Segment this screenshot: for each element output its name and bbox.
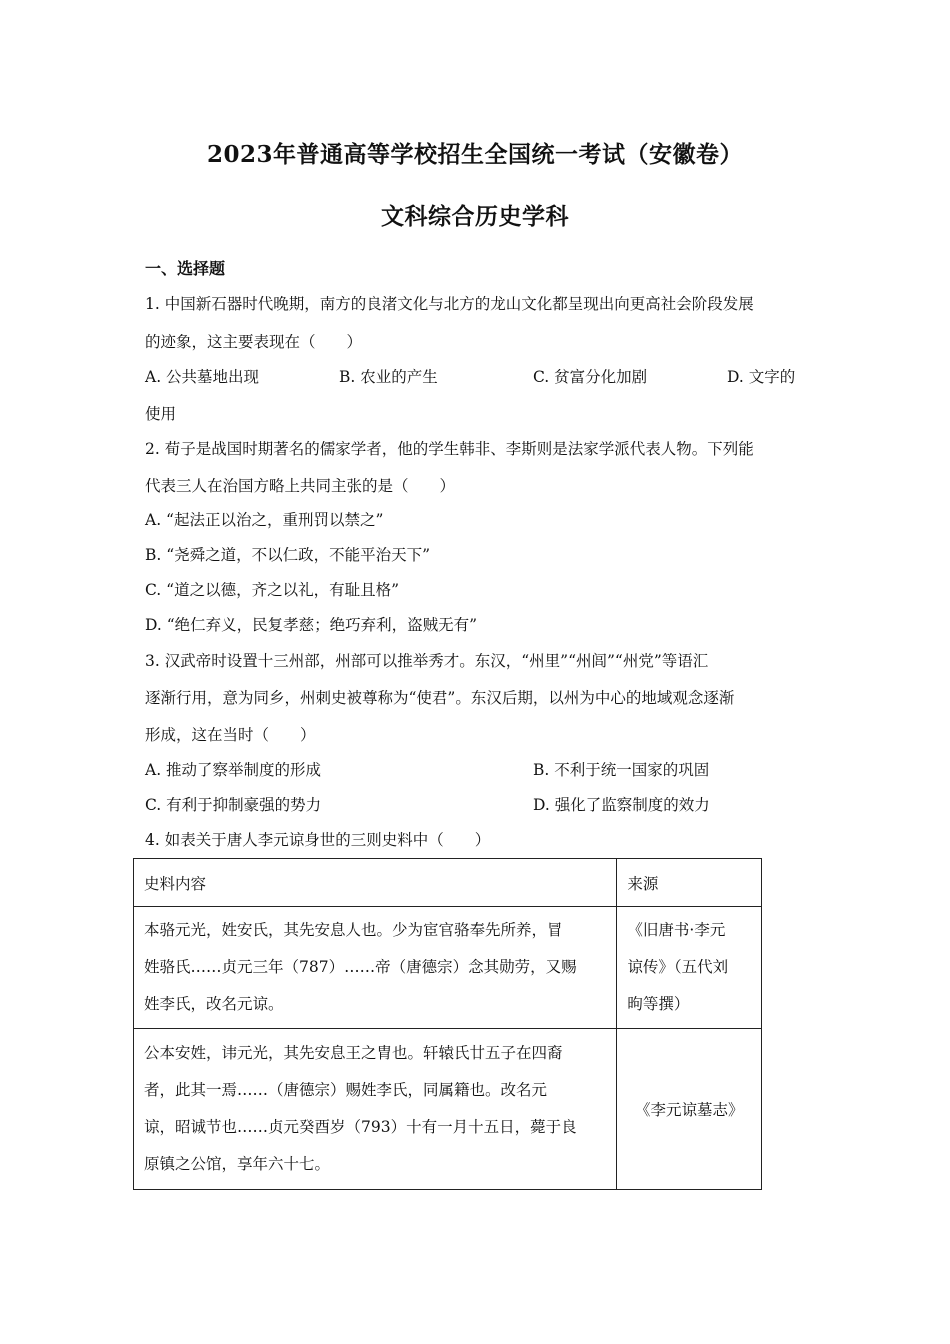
cell-line: 《旧唐书·李元	[627, 921, 726, 939]
cell-line: 谅传》（五代刘	[627, 958, 729, 976]
section-heading: 一、选择题	[145, 259, 226, 278]
table-header-row	[134, 859, 762, 907]
q1-option-b: B. 农业的产生	[339, 368, 438, 386]
exam-title: 2023年普通高等学校招生全国统一考试（安徽卷）	[206, 141, 743, 168]
q1-option-d: D. 文字的	[727, 368, 796, 386]
cell-line: 本骆元光，姓安氏，其先安息人也。少为宦官骆奉先所养，冒	[144, 921, 563, 939]
q1-line-1: 1. 中国新石器时代晚期，南方的良渚文化与北方的龙山文化都呈现出向更高社会阶段发展	[145, 295, 754, 313]
source-table	[133, 858, 762, 1190]
q3-line-2: 逐渐行用，意为同乡，州刺史被尊称为“使君”。东汉后期，以州为中心的地域观念逐渐	[145, 689, 735, 707]
cell-line: 原镇之公馆，享年六十七。	[144, 1155, 331, 1173]
q2-line-1: 2. 荀子是战国时期著名的儒家学者，他的学生韩非、李斯则是法家学派代表人物。下列能	[145, 440, 754, 458]
table-header-content: 史料内容	[134, 859, 617, 907]
table-cell-content	[134, 1029, 617, 1190]
q2-line-2: 代表三人在治国方略上共同主张的是（ ）	[145, 477, 456, 495]
cell-line: 姓骆氏……贞元三年（787）……帝（唐德宗）念其勋劳，又赐	[144, 958, 577, 976]
cell-line: 昫等撰）	[627, 995, 690, 1013]
q3-line-3: 形成，这在当时（ ）	[145, 726, 316, 744]
table-cell-content	[134, 907, 617, 1029]
q3-line-1: 3. 汉武帝时设置十三州部，州部可以推举秀才。东汉，“州里”“州闾”“州党”等语汇	[145, 652, 709, 670]
q1-line-2: 的迹象，这主要表现在（ ）	[145, 333, 363, 351]
exam-subtitle: 文科综合历史学科	[381, 203, 569, 230]
q2-option-b: B. “尧舜之道，不以仁政，不能平治天下”	[145, 546, 431, 564]
q4-line-1: 4. 如表关于唐人李元谅身世的三则史料中（ ）	[145, 831, 491, 849]
q2-option-c: C. “道之以德，齐之以礼，有耻且格”	[145, 581, 400, 599]
cell-line: 公本安姓，讳元光，其先安息王之胄也。轩辕氏廿五子在四裔	[144, 1044, 563, 1062]
q1-option-a: A. 公共墓地出现	[145, 368, 260, 386]
q3-option-d: D. 强化了监察制度的效力	[533, 796, 710, 814]
q3-option-c: C. 有利于抑制豪强的势力	[145, 796, 322, 814]
q3-option-a: A. 推动了察举制度的形成	[145, 761, 322, 779]
q2-option-d: D. “绝仁弃义，民复孝慈；绝巧弃利，盗贼无有”	[145, 616, 478, 634]
q1-option-c: C. 贫富分化加剧	[533, 368, 648, 386]
q3-option-b: B. 不利于统一国家的巩固	[533, 761, 710, 779]
q2-option-a: A. “起法正以治之，重刑罚以禁之”	[145, 511, 384, 529]
q1-option-d-wrap: 使用	[145, 405, 177, 423]
table-cell-source	[617, 907, 762, 1029]
cell-line: 者，此其一焉……（唐德宗）赐姓李氏，同属籍也。改名元	[144, 1081, 548, 1099]
table-row	[134, 907, 762, 1029]
table-row	[134, 1029, 762, 1190]
cell-line: 谅，昭诚节也……贞元癸酉岁（793）十有一月十五日，薨于良	[144, 1118, 577, 1136]
table-cell-source: 《李元谅墓志》	[617, 1029, 762, 1190]
cell-line: 姓李氏，改名元谅。	[144, 995, 284, 1013]
table-header-source: 来源	[617, 859, 762, 907]
